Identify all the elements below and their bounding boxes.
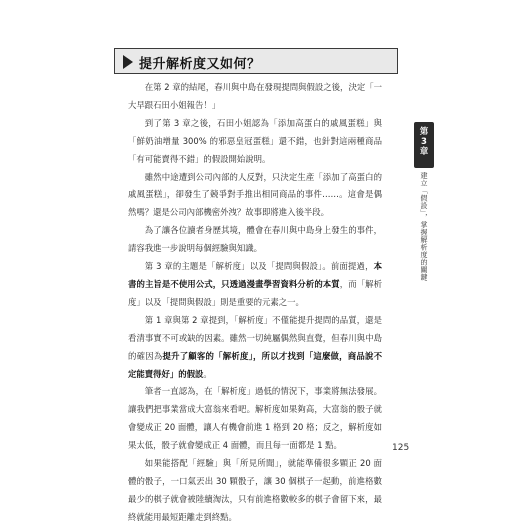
chapter-tab-label: 第 3 章	[419, 127, 429, 157]
triangle-arrow-icon	[123, 55, 133, 69]
section-heading	[114, 48, 398, 74]
paragraph	[128, 115, 382, 169]
paragraph	[128, 79, 382, 115]
chapter-side-title: 建立「假設」，掌握解析度的關鍵	[420, 172, 428, 281]
paragraph	[128, 222, 382, 258]
text-run: 第 1 章與第 2 章提到，「解析度」不僅能提升提問的品質，還是看清事實不可或缺的因素。雖然一切純屬偶然與直覺，但春川與中島的確因為	[128, 314, 382, 361]
paragraph	[128, 258, 382, 312]
text-run: 筆者一直認為，在「解析度」過低的情況下，事業將無法發展。讓我們把事業當成大富翁來看吧。解析度如果夠高，大富翁的骰子就會變成正 20 面體，讓人有機會前進 1 格到 20 格；反之，解析度如果太低，骰子就會變成正 4 面體，而且每一面都是 1 點。	[128, 386, 382, 451]
section-heading-text: 提升解析度又如何？	[139, 57, 261, 72]
body-text	[128, 79, 382, 527]
page-number: 125	[392, 443, 410, 453]
text-run: 。	[203, 368, 212, 379]
paragraph	[128, 169, 382, 223]
paragraph	[128, 312, 382, 384]
text-run: 到了第 3 章之後，石田小姐認為「添加高蛋白的戚風蛋糕」與「鮮奶油增量 300% 的邪惡皇冠蛋糕」還不錯，也針對這兩種商品「有可能賣得不錯」的假設開始說明。	[128, 117, 382, 164]
text-run: ，而「解析度」以及「提問與假設」則是重要的元素之一。	[128, 278, 383, 307]
paragraph	[128, 383, 382, 455]
text-run: 在第 2 章的結尾，春川與中島在發現提問與假設之後，決定「一大早跟石田小姐報告！」	[128, 82, 382, 110]
text-run: 如果能搭配「經驗」與「所見所聞」，就能準備很多顆正 20 面體的骰子，一口氣丟出 30 顆骰子，讓 30 個棋子一起動，前進格數最少的棋子就會被陸續淘汰，只有前進格數較多的棋子會留下來，最終就能用最短距離走到終點。	[128, 458, 382, 522]
text-run: 第 3 章的主題是「解析度」以及「提問與假設」。前面提過，	[144, 261, 374, 272]
bold-text: 提升了顧客的「解析度」，所以才找到「這麼做，商品說不定能賣得好」的假設	[128, 350, 383, 379]
text-run: 為了讓各位讀者身歷其境，體會在春川與中島身上發生的事件，請容我進一步說明每個經驗與知識。	[128, 225, 382, 254]
paragraph	[128, 455, 382, 527]
text-run: 雖然中途遭到公司內部的人反對，只決定生產「添加了高蛋白的戚風蛋糕」，卻發生了競爭對手推出相同商品的事件……。這會是偶然嗎？還是公司內部機密外洩？故事即將進入後半段。	[128, 171, 382, 218]
bold-text: 本書的主旨是不使用公式，只透過漫畫學習資料分析的本質	[128, 261, 382, 289]
chapter-tab	[414, 122, 434, 168]
